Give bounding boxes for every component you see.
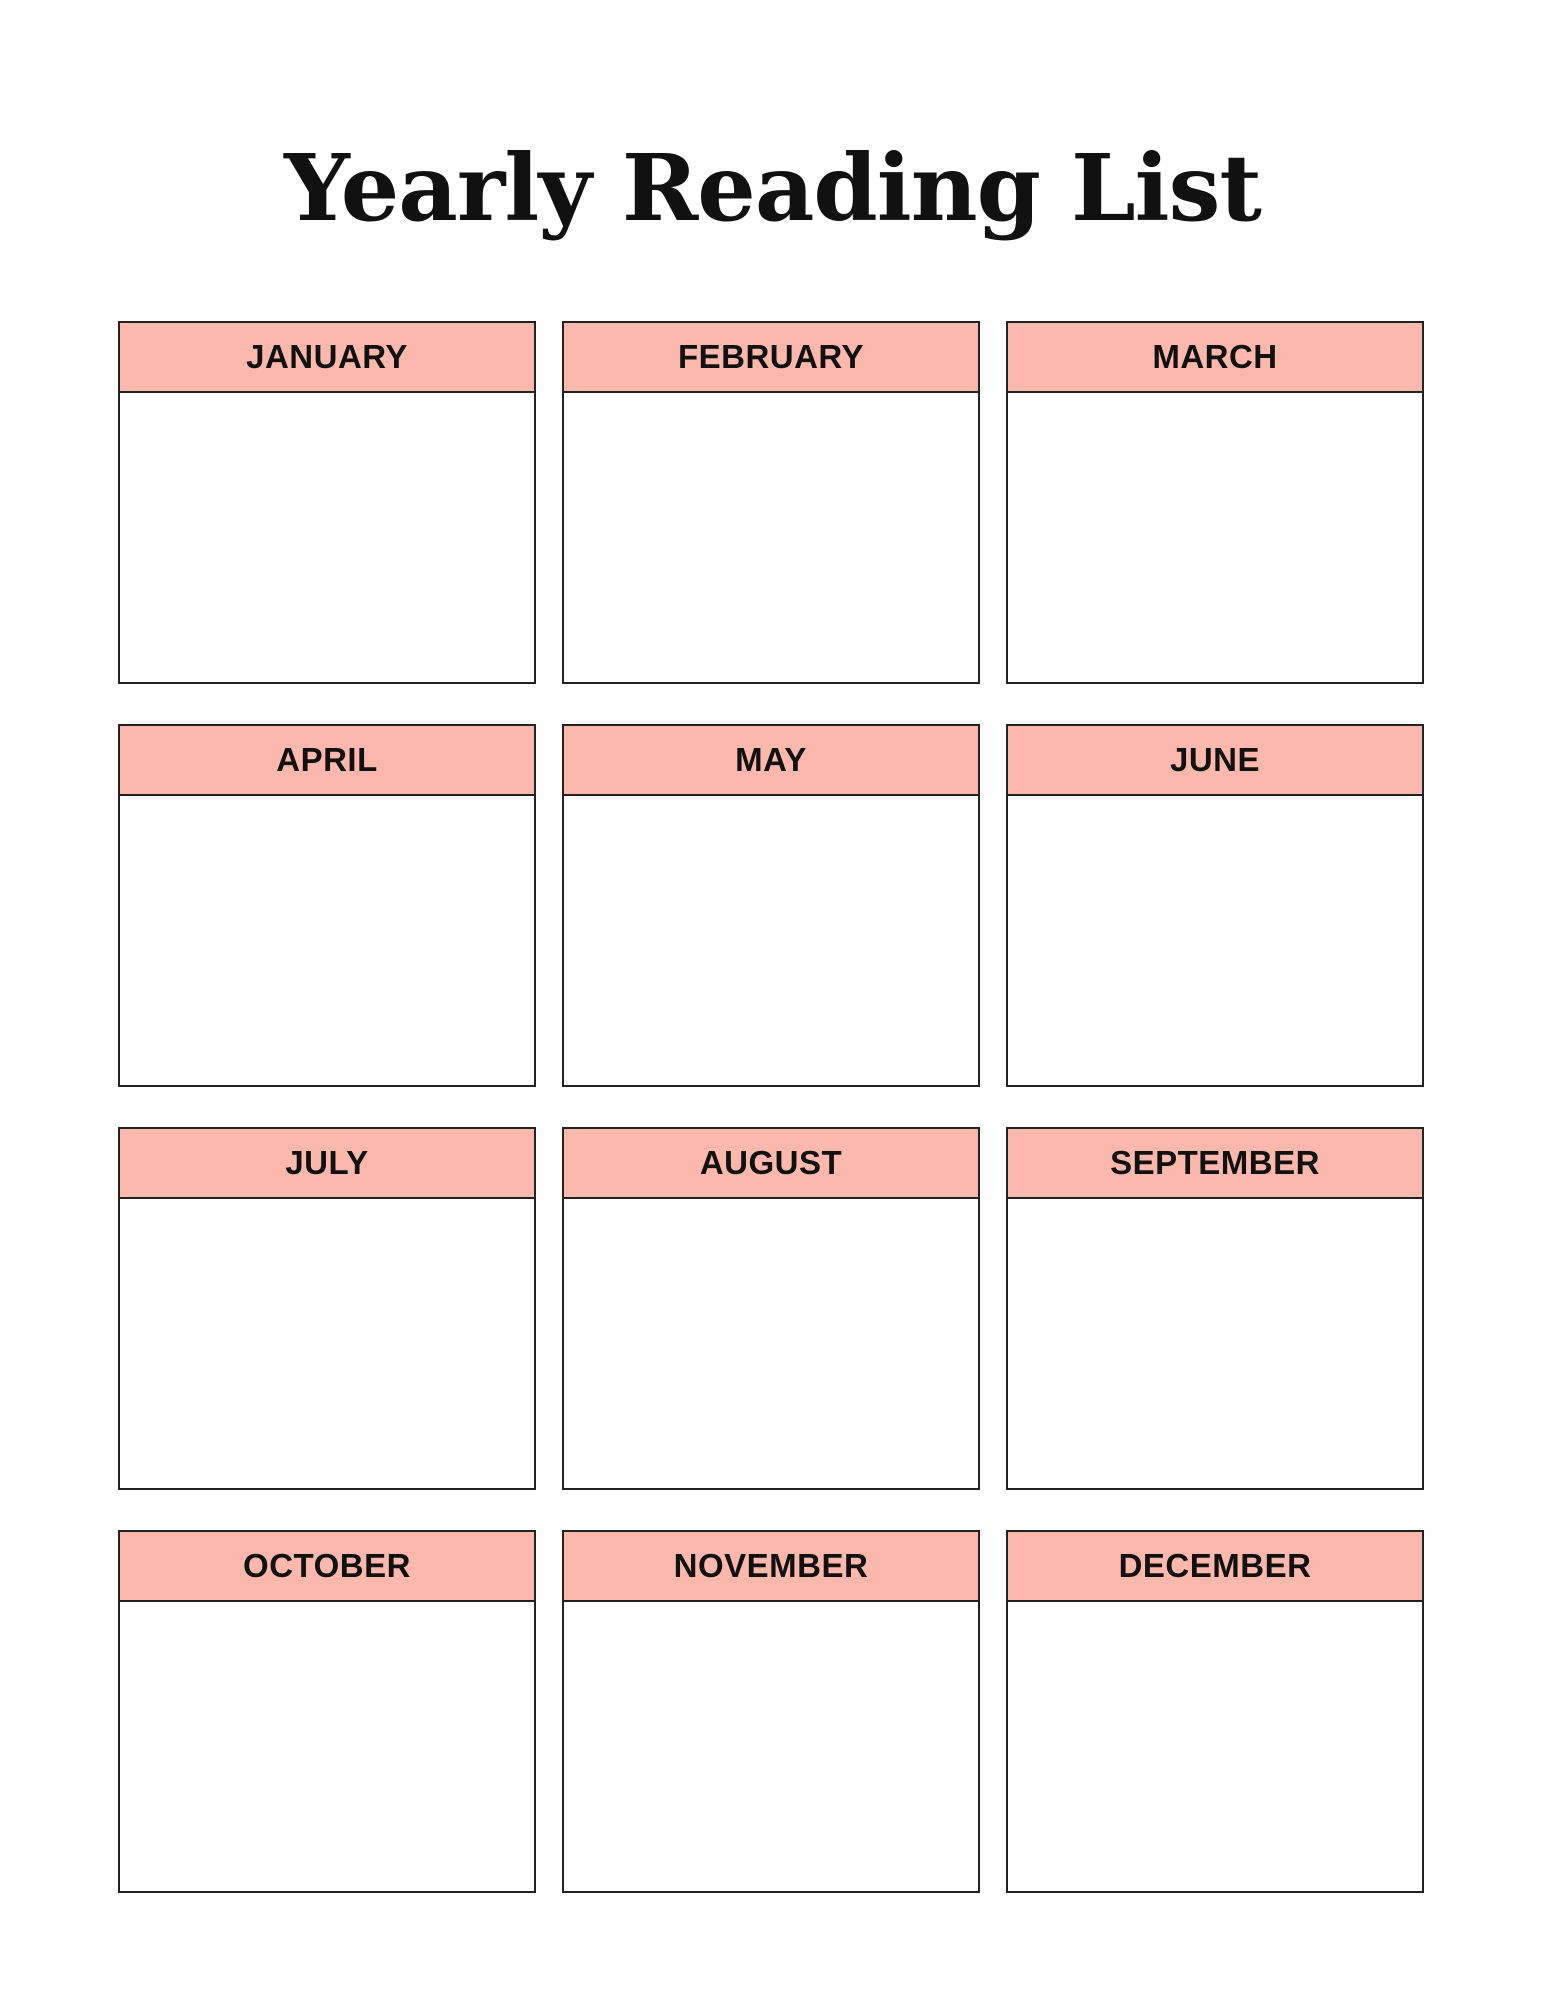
months-grid	[118, 321, 1425, 1893]
page-title: Yearly Reading List	[284, 134, 1261, 242]
month-box-june	[1006, 724, 1424, 1087]
month-box-february	[562, 321, 980, 684]
month-box-august	[562, 1127, 980, 1490]
month-box-october	[118, 1530, 536, 1893]
month-box-may	[562, 724, 980, 1087]
month-writing-area[interactable]	[1008, 1199, 1422, 1488]
month-header: JANUARY	[120, 323, 534, 393]
month-writing-area[interactable]	[564, 393, 978, 682]
month-writing-area[interactable]	[1008, 796, 1422, 1085]
month-header: APRIL	[120, 726, 534, 796]
month-header: SEPTEMBER	[1008, 1129, 1422, 1199]
month-header: FEBRUARY	[564, 323, 978, 393]
month-header: JUNE	[1008, 726, 1422, 796]
month-box-march	[1006, 321, 1424, 684]
month-header: DECEMBER	[1008, 1532, 1422, 1602]
month-writing-area[interactable]	[1008, 1602, 1422, 1891]
month-box-september	[1006, 1127, 1424, 1490]
month-writing-area[interactable]	[120, 796, 534, 1085]
month-writing-area[interactable]	[120, 1199, 534, 1488]
month-box-july	[118, 1127, 536, 1490]
month-header: OCTOBER	[120, 1532, 534, 1602]
month-header: JULY	[120, 1129, 534, 1199]
month-box-january	[118, 321, 536, 684]
month-header: NOVEMBER	[564, 1532, 978, 1602]
month-box-november	[562, 1530, 980, 1893]
month-box-december	[1006, 1530, 1424, 1893]
month-header: AUGUST	[564, 1129, 978, 1199]
month-header: MARCH	[1008, 323, 1422, 393]
month-writing-area[interactable]	[120, 393, 534, 682]
month-writing-area[interactable]	[564, 796, 978, 1085]
month-writing-area[interactable]	[564, 1199, 978, 1488]
month-writing-area[interactable]	[1008, 393, 1422, 682]
month-writing-area[interactable]	[564, 1602, 978, 1891]
month-box-april	[118, 724, 536, 1087]
month-writing-area[interactable]	[120, 1602, 534, 1891]
month-header: MAY	[564, 726, 978, 796]
